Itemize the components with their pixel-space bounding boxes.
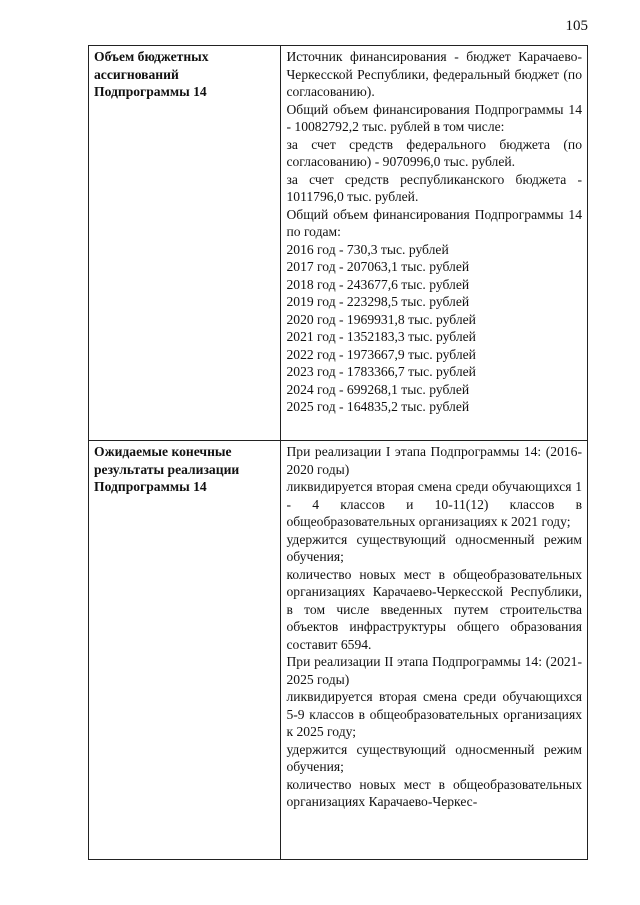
year-line: 2017 год - 207063,1 тыс. рублей: [286, 259, 470, 274]
paragraph: ликвидируется вторая смена среди обучающихся 1 - 4 классов и 10-11(12) классов в общеобразовательных организациях к 2021 году;: [286, 479, 582, 529]
paragraph: количество новых мест в общеобразовательных организациях Карачаево-Черкес-: [286, 776, 582, 809]
year-line: 2025 год - 164835,2 тыс. рублей: [286, 399, 470, 414]
paragraph: Источник финансирования - бюджет Карачаево-Черкесской Республики, федеральный бюджет (по согласованию).: [286, 49, 582, 99]
passport-table: [88, 45, 588, 860]
paragraph: удержится существующий односменный режим обучения;: [286, 531, 582, 564]
paragraph: Общий объем финансирования Подпрограммы 14 по годам:: [286, 206, 582, 239]
paragraph: за счет средств федерального бюджета (по согласованию) - 9070996,0 тыс. рублей.: [286, 136, 582, 169]
paragraph: количество новых мест в общеобразовательных организациях Карачаево-Черкесской Республики, в том числе введенных путем строительства объектов инфраструктуры общего образования составит 6594.: [286, 566, 582, 652]
page-number: 105: [565, 18, 588, 34]
row-value: [281, 46, 588, 441]
paragraph: ликвидируется вторая смена среди обучающихся 5-9 классов в общеобразовательных организациях к 2025 году;: [286, 689, 582, 739]
year-line: 2016 год - 730,3 тыс. рублей: [286, 241, 449, 257]
paragraph: Общий объем финансирования Подпрограммы 14 - 10082792,2 тыс. рублей в том числе:: [286, 101, 582, 134]
year-line: 2024 год - 699268,1 тыс. рублей: [286, 381, 470, 397]
year-line: 2021 год - 1352183,3 тыс. рублей: [286, 329, 476, 344]
row-label: Ожидаемые конечные результаты реализации Подпрограммы 14: [89, 441, 281, 860]
table-row: [89, 441, 588, 860]
year-line: 2020 год - 1969931,8 тыс. рублей: [286, 311, 476, 327]
paragraph: удержится существующий односменный режим обучения;: [286, 741, 582, 774]
paragraph: При реализации I этапа Подпрограммы 14: (2016-2020 годы): [286, 444, 582, 477]
year-line: 2019 год - 223298,5 тыс. рублей: [286, 294, 470, 309]
paragraph: При реализации II этапа Подпрограммы 14: (2021-2025 годы): [286, 654, 582, 687]
paragraph: за счет средств республиканского бюджета - 1011796,0 тыс. рублей.: [286, 171, 582, 204]
table-row: [89, 46, 588, 441]
year-line: 2023 год - 1783366,7 тыс. рублей: [286, 364, 476, 379]
year-line: 2018 год - 243677,6 тыс. рублей: [286, 276, 470, 292]
row-value: [281, 441, 588, 860]
row-label: Объем бюджетных ассигнований Подпрограммы 14: [89, 46, 281, 441]
year-line: 2022 год - 1973667,9 тыс. рублей: [286, 346, 476, 362]
